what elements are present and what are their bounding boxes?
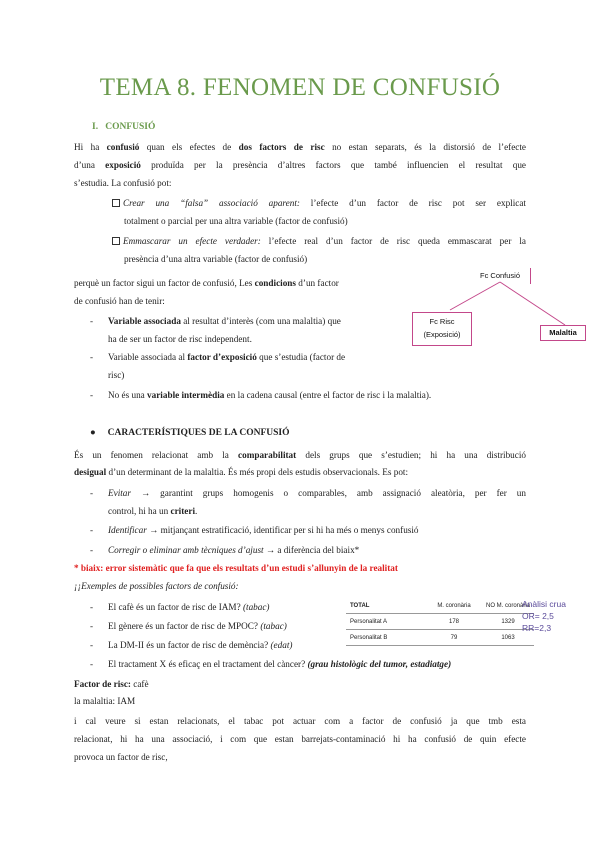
dash-marker: - [90, 659, 94, 669]
analysis-title: Anàlisi crua [522, 599, 566, 609]
table-cell: 1063 [482, 630, 534, 646]
section-number: I. [92, 122, 99, 132]
section-1-heading [92, 122, 155, 132]
table-cell: Personalitat A [346, 614, 426, 630]
contingency-table [346, 598, 534, 646]
example-1: El cafè és un factor de risc de IAM? (tabac) [108, 602, 270, 612]
confusion-item-2-cont: presència d’una altra variable (factor de confusió) [124, 254, 308, 264]
final-line-1: i cal veure si estan relacionats, el tabac pot actuar com a factor de confusió ja que tmb esta [74, 716, 526, 726]
example-4: El tractament X és eficaç en el tractament del càncer? (grau histològic del tumor, estadiatge) [108, 659, 452, 669]
dash-marker: - [90, 525, 94, 535]
dash-marker: - [90, 621, 94, 631]
table-cell: 1329 [482, 614, 534, 630]
characteristics-line-2: desigual d’un determinant de la malaltia. És més propi dels estudis observacionals. Es pot: [74, 467, 409, 477]
dash-marker: - [90, 316, 94, 326]
node-fc-risc-label: Fc Risc [429, 317, 455, 326]
dash-marker: - [90, 602, 94, 612]
method-evitar-cont: control, hi ha un criteri. [108, 506, 198, 516]
section-2-heading [90, 428, 289, 438]
section-title: CONFUSIÓ [105, 122, 156, 132]
final-line-3: provoca un factor de risc, [74, 752, 168, 762]
example-3: La DM-II és un factor de risc de demència? (edat) [108, 640, 293, 650]
condition-3: No és una variable intermèdia en la cadena causal (entre el factor de risc i la malaltia). [108, 390, 432, 400]
characteristics-line-1: És un fenomen relacionat amb la comparabilitat dels grups que s’estudien; hi ha una distribució [74, 450, 527, 460]
dash-marker: - [90, 545, 94, 555]
node-fc-confusio: Fc Confusió [470, 268, 531, 284]
table-cell: 79 [426, 630, 482, 646]
condition-2: Variable associada al factor d’exposició que s’estudia (factor de [108, 352, 346, 362]
line-confusio-malaltia [500, 282, 565, 325]
condition-1: Variable associada al resultat d’interès (com una malaltia) que [108, 316, 341, 326]
bullet-marker: ● [90, 428, 96, 438]
dash-marker: - [90, 488, 94, 498]
table-row [346, 614, 534, 630]
line-confusio-risc [450, 282, 500, 310]
dash-marker: - [90, 352, 94, 362]
biaix-note: * biaix: error sistemàtic que fa que els resultats d’un estudi s’allunyin de la realitat [74, 563, 398, 573]
method-identificar: Identificar → mitjançant estratificació, identificar per si hi ha més o menys confusió [108, 525, 419, 535]
confusion-item-1: Crear una “falsa” associació aparent: l’efecte d’un factor de risc pot ser explicat [112, 196, 526, 210]
confusion-item-2: Emmascarar un efecte verdader: l’efecte real d’un factor de risc queda emmascarat per la [112, 234, 526, 248]
example-2: El gènere és un factor de risc de MPOC? (tabac) [108, 621, 287, 631]
intro-line-2: d’una exposició produïda per la presència d’altres factors que també influencien el resultat que [74, 160, 527, 170]
table-header: M. coronària [426, 598, 482, 614]
method-evitar: Evitar → garantint grups homogenis o comparables, amb assignació aleatòria, per fer un [108, 488, 526, 498]
node-fc-risc [412, 312, 472, 346]
condition-1-cont: ha de ser un factor de risc independent. [108, 334, 252, 344]
final-line-2: relacionat, hi ha una associació, i com que estan barrejats-contaminació hi ha confusió de quin efecte [74, 734, 526, 744]
node-exposicio-label: (Exposició) [423, 330, 461, 339]
illness-line: la malaltia: IAM [74, 696, 136, 706]
conditions-intro-1: perquè un factor sigui un factor de confusió, Les condicions d’un factor [74, 278, 339, 288]
table-row [346, 630, 534, 646]
intro-line-1: Hi ha confusió quan els efectes de dos factors de risc no estan separats, és la distorsió de l’efecte [74, 142, 526, 152]
section-2-title: CARACTERÍSTIQUES DE LA CONFUSIÓ [107, 428, 290, 438]
analysis-or: OR= 2,5 [522, 611, 554, 621]
examples-intro: ¡¡Exemples de possibles factors de confusió: [74, 581, 239, 591]
confusion-item-1-cont: totalment o parcial per una altra variable (factor de confusió) [124, 216, 348, 226]
table-cell: 178 [426, 614, 482, 630]
table-header: TOTAL [346, 598, 426, 614]
table-cell: Personalitat B [346, 630, 426, 646]
node-malaltia: Malaltia [540, 325, 586, 341]
risk-factor-line: Factor de risc: cafè [74, 679, 149, 689]
conditions-intro-2: de confusió han de tenir: [74, 296, 165, 306]
table-header-row [346, 598, 534, 614]
checkbox-icon [112, 237, 120, 245]
checkbox-icon [112, 199, 120, 207]
dash-marker: - [90, 390, 94, 400]
method-corregir: Corregir o eliminar amb tècniques d’ajust → a diferència del biaix* [108, 545, 360, 555]
page-title: TEMA 8. FENOMEN DE CONFUSIÓ [99, 74, 501, 101]
intro-line-3: s’estudia. La confusió pot: [74, 178, 172, 188]
condition-2-cont: risc) [108, 370, 125, 380]
crude-analysis [522, 598, 566, 634]
table-header: NO M. coronària [482, 598, 534, 614]
dash-marker: - [90, 640, 94, 650]
analysis-rr: RR=2,3 [522, 623, 552, 633]
